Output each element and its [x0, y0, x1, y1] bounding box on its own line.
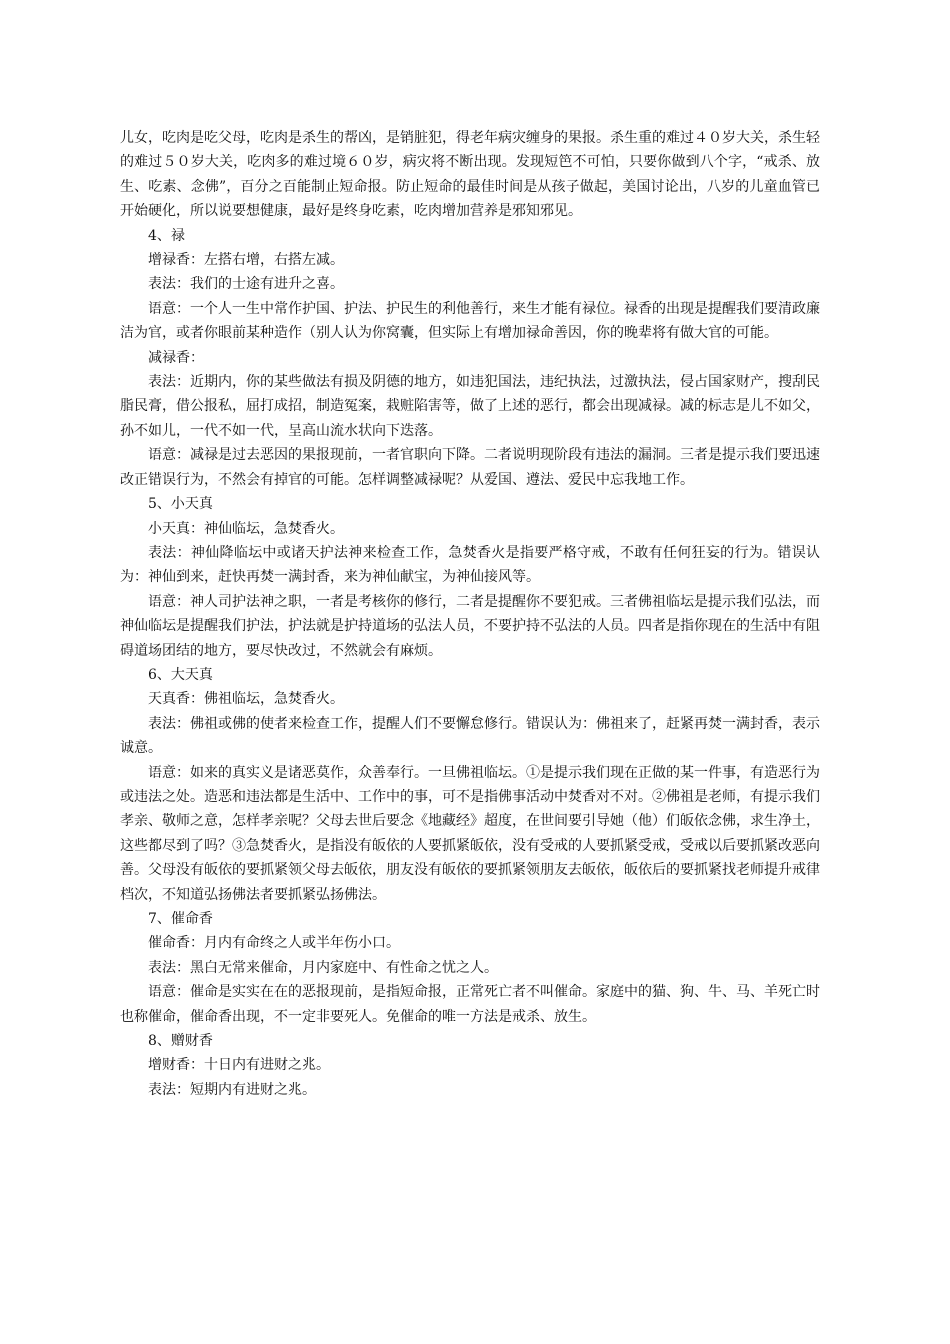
paragraph: 语意：如来的真实义是诸恶莫作，众善奉行。一旦佛祖临坛。①是提示我们现在正做的某一件事，有造恶行为或违法之处。造恶和违法都是生活中、工作中的事，可不是指佛事活动中焚香对不对。②佛祖是老师，有提示我们孝亲、敬师之意，怎样孝亲呢？父母去世后要念《地藏经》超度，在世间要引导她（他）们皈依念佛，求生净土，这些都尽到了吗？③急焚香火，是指没有皈依的人要抓紧皈依，没有受戒的人要抓紧受戒，受戒以后要抓紧改恶向善。父母没有皈依的要抓紧领父母去皈依，朋友没有皈依的要抓紧领朋友去皈依，皈依后的要抓紧找老师提升戒律档次，不知道弘扬佛法者要抓紧弘扬佛法。 [120, 764, 820, 903]
section-heading-xiao-tian-zhen: 5、小天真 [148, 496, 213, 513]
paragraph: 语意：一个人一生中常作护国、护法、护民生的利他善行，来生才能有禄位。禄香的出现是提醒我们要清政廉洁为官，或者你眼前某种造作（别人认为你窝囊，但实际上有增加禄命善因，你的晚辈将有做大官的可能。 [120, 300, 820, 342]
paragraph: 语意：神人司护法神之职，一者是考核你的修行，二者是提醒你不要犯戒。三者佛祖临坛是提示我们弘法，而神仙临坛是提醒我们护法，护法就是护持道场的弘法人员，不要护持不弘法的人员。四者是指你现在的生活中有阻碍道场团结的地方，要尽快改过，不然就会有麻烦。 [120, 593, 820, 659]
paragraph: 表法：黑白无常来催命，月内家庭中、有性命之忧之人。 [148, 959, 498, 976]
paragraph: 小天真：神仙临坛，急焚香火。 [148, 520, 344, 537]
paragraph: 儿女，吃肉是吃父母，吃肉是杀生的帮凶，是销脏犯，得老年病灾缠身的果报。杀生重的难过４０岁大关，杀生轻的难过５０岁大关，吃肉多的难过境６０岁，病灾将不断出现。发现短笆不可怕，只要你做到八个字，“戒杀、放生、吃素、念佛”，百分之百能制止短命报。防止短命的最佳时间是从孩子做起，美国讨论出，八岁的儿童血管已开始硬化，所以说要想健康，最好是终身吃素，吃肉增加营养是邪知邪见。 [120, 130, 820, 220]
paragraph: 天真香：佛祖临坛，急焚香火。 [148, 691, 344, 708]
paragraph: 表法：佛祖或佛的使者来检查工作，提醒人们不要懈怠修行。错误认为：佛祖来了，赶紧再焚一满封香，表示诚意。 [120, 715, 820, 757]
paragraph: 催命香：月内有命终之人或半年伤小口。 [148, 935, 400, 952]
paragraph: 表法：近期内，你的某些做法有损及阴德的地方，如违犯国法，违纪执法，过激执法，侵占国家财产，搜刮民脂民膏，借公报私，屈打成招，制造冤案，栽赃陷害等，做了上述的恶行，都会出现减禄。减的标志是儿不如父，孙不如儿，一代不如一代，呈高山流水状向下迭落。 [120, 374, 820, 439]
section-heading-zeng-cai-xiang: 8、赠财香 [148, 1033, 213, 1050]
paragraph: 增禄香：左搭右增，右搭左减。 [148, 252, 344, 269]
paragraph: 表法：神仙降临坛中或诸天护法神来检查工作，急焚香火是指要严格守戒，不敢有任何狂妄的行为。错误认为：神仙到来，赶快再焚一满封香，来为神仙献宝，为神仙接风等。 [120, 544, 820, 586]
section-heading-cui-ming-xiang: 7、催命香 [148, 911, 213, 927]
paragraph: 增财香：十日内有进财之兆。 [148, 1057, 330, 1074]
section-heading-lu: 4、禄 [148, 227, 185, 244]
paragraph: 表法：我们的士途有进升之喜。 [148, 276, 344, 293]
paragraph: 语意：催命是实实在在的恶报现前，是指短命报，正常死亡者不叫催命。家庭中的猫、狗、牛、马、羊死亡时也称催命，催命香出现，不一定非要死人。免催命的唯一方法是戒杀、放生。 [120, 984, 820, 1025]
section-heading-da-tian-zhen: 6、大天真 [148, 666, 213, 683]
paragraph: 减禄香： [148, 349, 204, 366]
document-body [120, 126, 820, 1102]
paragraph: 表法：短期内有进财之兆。 [148, 1081, 316, 1098]
paragraph: 语意：减禄是过去恶因的果报现前，一者官职向下降。二者说明现阶段有违法的漏洞。三者是提示我们要迅速改正错误行为，不然会有掉官的可能。怎样调整减禄呢？从爱国、遵法、爱民中忘我地工作。 [120, 447, 820, 488]
